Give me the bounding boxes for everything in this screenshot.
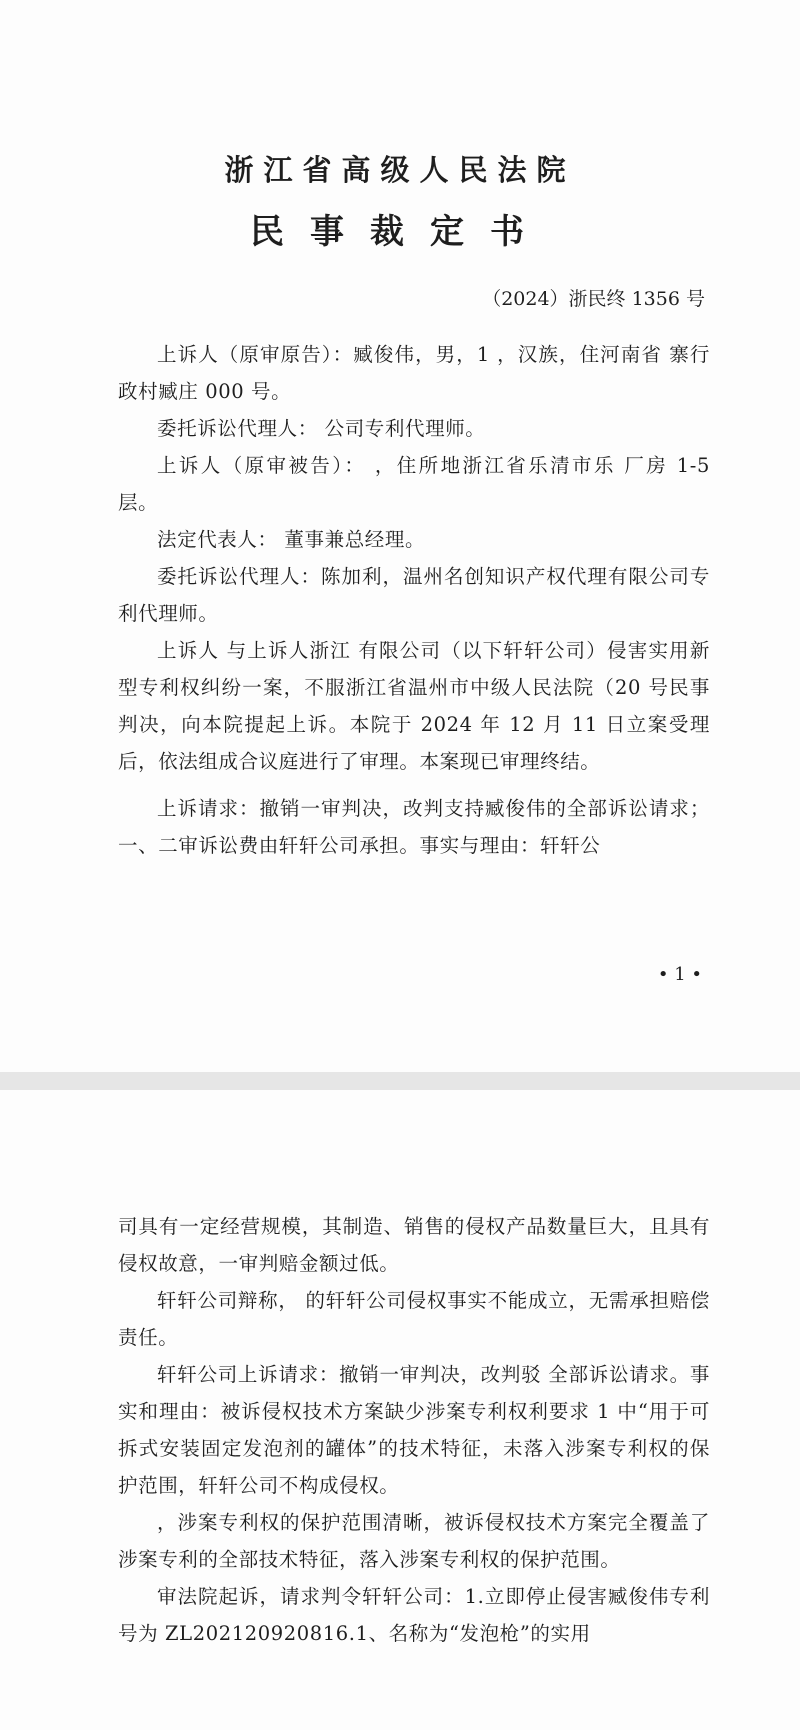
document-title: 民事裁定书	[250, 212, 550, 252]
paragraph: 上诉人 与上诉人浙江 有限公司（以下轩轩公司）侵害实用新型专利权纠纷一案，不服浙江省温州市中级人民法院（20 号民事判决，向本院提起上诉。本院于 2024 年 12 月 11 日立案受理后，依法组成合议庭进行了审理。本案现已审理终结。	[118, 639, 710, 773]
case-number: （2024）浙民终 1356 号	[482, 288, 705, 310]
body-text	[118, 336, 710, 864]
paragraph: 审法院起诉，请求判令轩轩公司：1.立即停止侵害臧俊伟专利号为 ZL202120920816.1、名称为“发泡枪”的实用	[118, 1585, 710, 1645]
paragraph: 上诉人（原审被告）： ，住所地浙江省乐清市乐 厂房 1-5 层。	[118, 454, 710, 514]
document-page-2	[0, 1090, 800, 1730]
body-text	[118, 1208, 710, 1652]
paragraph: 上诉人（原审原告）：臧俊伟，男，1 ，汉族，住河南省 寨行政村臧庄 000 号。	[118, 343, 710, 403]
paragraph: 轩轩公司辩称， 的轩轩公司侵权事实不能成立，无需承担赔偿责任。	[118, 1289, 710, 1349]
paragraph: 委托诉讼代理人： 公司专利代理师。	[157, 417, 486, 440]
court-name: 浙江省高级人民法院	[224, 153, 576, 187]
page-number: • 1 •	[657, 964, 702, 985]
paragraph: 司具有一定经营规模，其制造、销售的侵权产品数量巨大，且具有侵权故意，一审判赔金额过低。	[118, 1215, 710, 1275]
paragraph: 委托诉讼代理人：陈加利，温州名创知识产权代理有限公司专利代理师。	[118, 565, 710, 625]
paragraph: 法定代表人： 董事兼总经理。	[157, 528, 426, 551]
paragraph: ，涉案专利权的保护范围清晰，被诉侵权技术方案完全覆盖了涉案专利的全部技术特征，落入涉案专利权的保护范围。	[118, 1511, 710, 1571]
paragraph: 上诉请求：撤销一审判决，改判支持臧俊伟的全部诉讼请求；一、二审诉讼费由轩轩公司承担。事实与理由：轩轩公	[118, 797, 710, 857]
paragraph: 轩轩公司上诉请求：撤销一审判决，改判驳 全部诉讼请求。事实和理由：被诉侵权技术方案缺少涉案专利权利要求 1 中“用于可拆式安装固定发泡剂的罐体”的技术特征，未落入涉案专利权的保护范围，轩轩公司不构成侵权。	[118, 1363, 710, 1497]
